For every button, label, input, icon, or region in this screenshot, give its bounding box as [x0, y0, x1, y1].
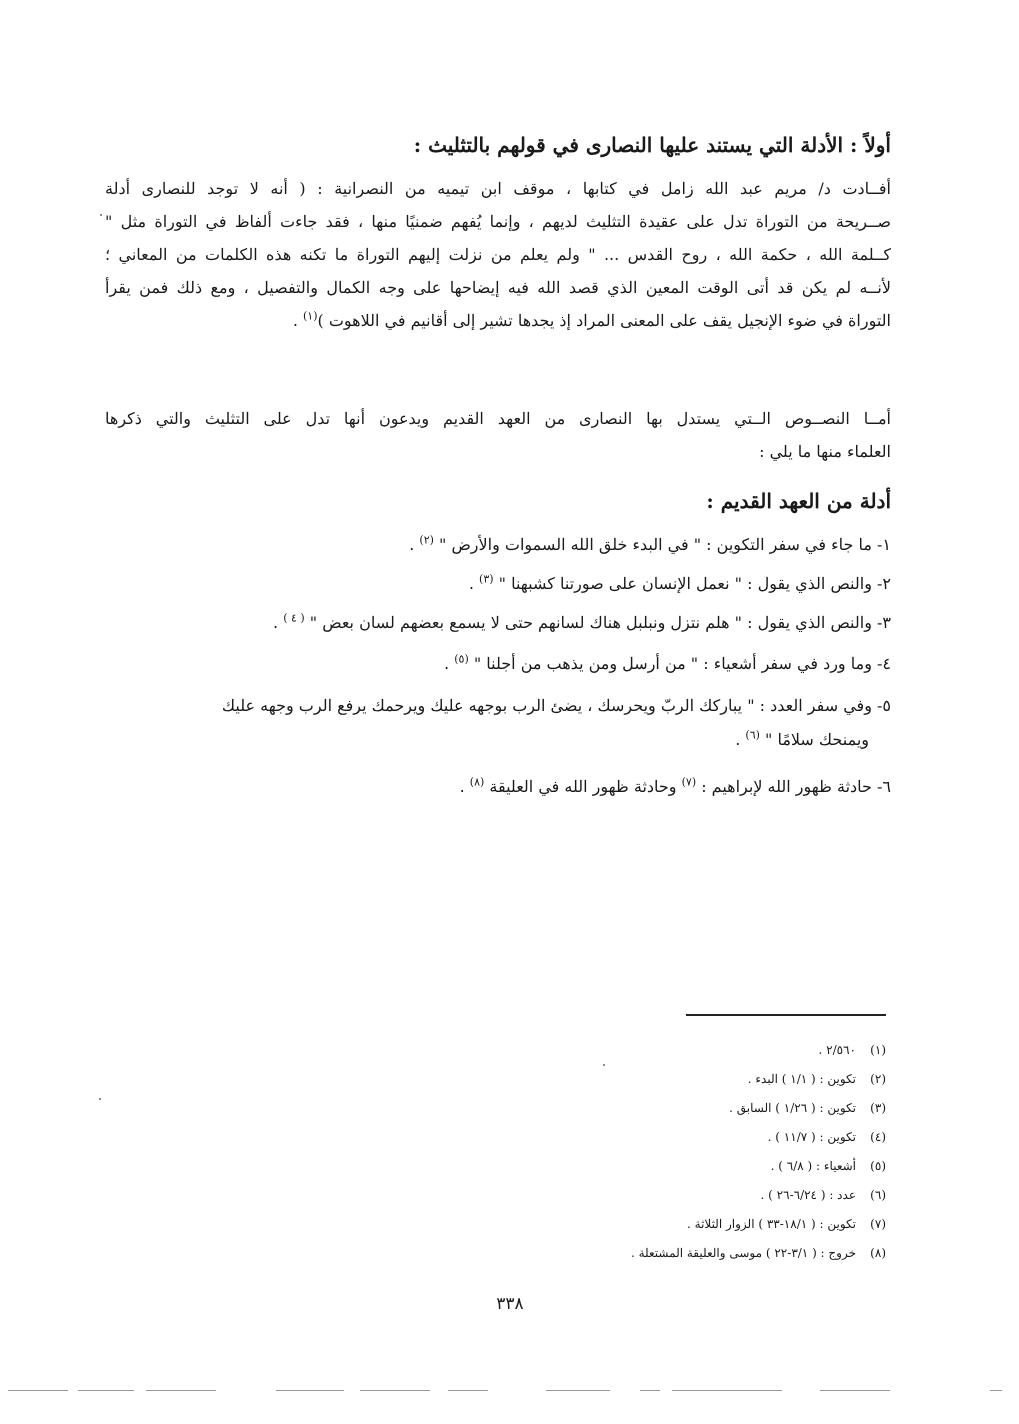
footnote-1: (١)٢/٥٦٠ .: [818, 1043, 886, 1057]
footnote-4: (٤)تكوين : ( ١١/٧ ) .: [767, 1130, 886, 1144]
section-heading: أولاً : الأدلة التي يستند عليها النصارى في قولهم بالتثليث :: [413, 133, 891, 157]
evidence-item-5: ٥- وفي سفر العدد : " يباركك الربّ ويحرسك ، يضئ الرب بوجهه عليك ويرحمك يرفع الرب وجهه عليك ويمنحك سلامًا " $^{(٦)}$ .: [105, 690, 891, 756]
footnote-ref-1[interactable]: (١): [303, 309, 318, 323]
page-number: ٣٣٨: [496, 1294, 524, 1314]
footnote-ref-3[interactable]: (٣): [479, 572, 494, 586]
scan-speck: [603, 1064, 605, 1066]
scan-speck: [100, 214, 102, 216]
intro-line-1: أفــادت د/ مريم عبد الله زامل في كتابها ، موقف ابن تيميه من النصرانية : ( أنه لا توجد للنصارى أدلة: [105, 179, 891, 198]
footnote-5: (٥)أشعياء : ( ٦/٨ ) .: [770, 1159, 886, 1173]
intro-line-4: لأنــه لم يكن قد أتى الوقت المعين الذي قصد الله فيه إيضاحها على وجه الكمال والتفصيل ، ومع ذلك فمن يقرأ: [105, 278, 891, 297]
evidence-item-2: ٢- والنص الذي يقول : " نعمل الإنسان على صورتنا كشبهنا " $^{(٣)}$ .: [468, 572, 891, 593]
footnote-ref-6[interactable]: (٦): [745, 728, 760, 742]
intro-line-2: صــريحة من التوراة تدل على عقيدة التثليث لديهم ، وإنما يُفهم ضمنيًا منها ، فقد جاءت ألفاظ في التوراة مثل ": [105, 212, 891, 231]
scan-bottom-edge: [0, 1390, 1019, 1392]
footnote-3: (٣)تكوين : ( ١/٢٦ ) السابق .: [729, 1101, 886, 1115]
evidence-item-4: ٤- وما ورد في سفر أشعياء : " من أرسل ومن يذهب من أجلنا " $^{(٥)}$ .: [444, 652, 891, 673]
footnote-separator: [686, 1014, 886, 1016]
footnote-2: (٢)تكوين : ( ١/١ ) البدء .: [747, 1072, 886, 1086]
footnote-ref-8[interactable]: (٨): [469, 775, 485, 789]
footnote-6: (٦)عدد : ( ٦/٢٤-٢٦ ) .: [760, 1188, 886, 1202]
footnote-ref-4[interactable]: ( ٤ ): [283, 611, 305, 625]
scan-speck: [99, 1098, 101, 1100]
footnote-7: (٧)تكوين : ( ١٨/١-٣٣ ) الزوار الثلاثة .: [687, 1217, 886, 1231]
second-line-2: العلماء منها ما يلي :: [759, 442, 891, 461]
evidence-item-5-continuation: ويمنحك سلامًا " $^{(٦)}$ .: [735, 728, 869, 749]
intro-line-3: كــلمة الله ، حكمة الله ، روح القدس ... " ولم يعلم من نزلت إليهم التوراة ما تكنه هذه الكلمات من المعاني ؛: [105, 245, 891, 264]
footnote-8: (٨)خروج : ( ٣/١-٢٢ ) موسى والعليقة المشتعلة .: [630, 1246, 886, 1260]
second-paragraph: [105, 402, 891, 468]
footnote-ref-2[interactable]: (٢): [419, 533, 434, 547]
footnote-ref-5[interactable]: (٥): [454, 652, 469, 666]
second-line-1: أمــا النصــوص الــتي يستدل بها النصارى من العهد القديم ويدعون أنها تدل على التثليث والتي ذكرها: [105, 409, 891, 428]
evidence-item-3: ٣- والنص الذي يقول : " هلم نتزل ونبلبل هناك لسانهم حتى لا يسمع بعضهم لسان بعض " $^{( ٤ )}$ .: [273, 611, 891, 632]
intro-paragraph: [105, 172, 891, 337]
subheading-old-testament: أدلة من العهد القديم :: [706, 489, 891, 513]
intro-line-5: التوراة في ضوء الإنجيل يقف على المعنى المراد إذ يجدها تشير إلى أقانيم في اللاهوت )$^{(١)}$ .: [292, 309, 891, 330]
footnote-ref-7[interactable]: (٧): [681, 775, 697, 789]
evidence-item-1: ١- ما جاء في سفر التكوين : " في البدء خلق الله السموات والأرض " $^{(٢)}$ .: [409, 533, 891, 554]
footnotes: [486, 1036, 886, 1268]
evidence-item-6: ٦- حادثة ظهور الله لإبراهيم : $^{(٧)}$ وحادثة ظهور الله في العليقة $^{(٨)}$ .: [459, 775, 891, 796]
